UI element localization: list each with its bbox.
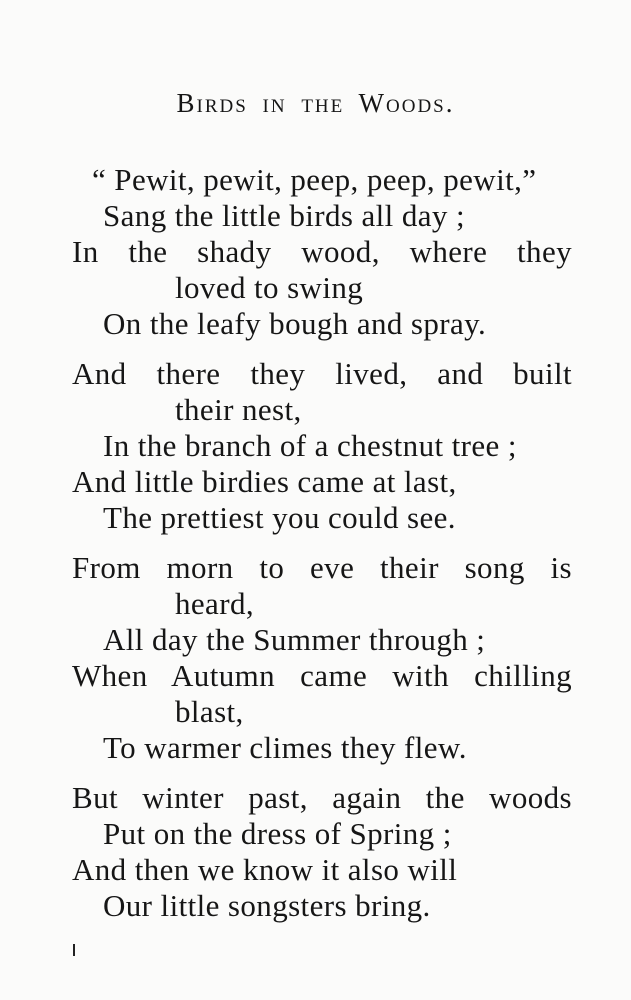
poem-line: blast, [175,694,244,729]
poem-line: And little birdies came at last, [72,464,457,499]
poem-line: heard, [175,586,254,621]
poem-line: To warmer climes they flew. [103,730,467,765]
poem-title: Birds in the Woods. [176,88,455,118]
poem-line: Our little songsters bring. [103,888,431,923]
ink-mark [73,944,75,956]
poem-line: But winter past, again the woods [72,780,572,815]
poem-line: On the leafy bough and spray. [103,306,487,341]
poem-line: And then we know it also will [72,852,458,887]
poem-line: loved to swing [175,270,364,305]
poem-line: Sang the little birds all day ; [103,198,465,233]
poem-line: Put on the dress of Spring ; [103,816,452,851]
poem-line: The prettiest you could see. [103,500,456,535]
poem-line: And there they lived, and built [72,356,572,391]
poem-line: In the branch of a chestnut tree ; [103,428,517,463]
poem-line: When Autumn came with chilling [72,658,572,693]
poem-line: “ Pewit, pewit, peep, peep, pewit,” [92,162,537,197]
poem-line: In the shady wood, where they [72,234,572,269]
poem-line: All day the Summer through ; [103,622,486,657]
poem-line: their nest, [175,392,302,427]
poem-line: From morn to eve their song is [72,550,572,585]
